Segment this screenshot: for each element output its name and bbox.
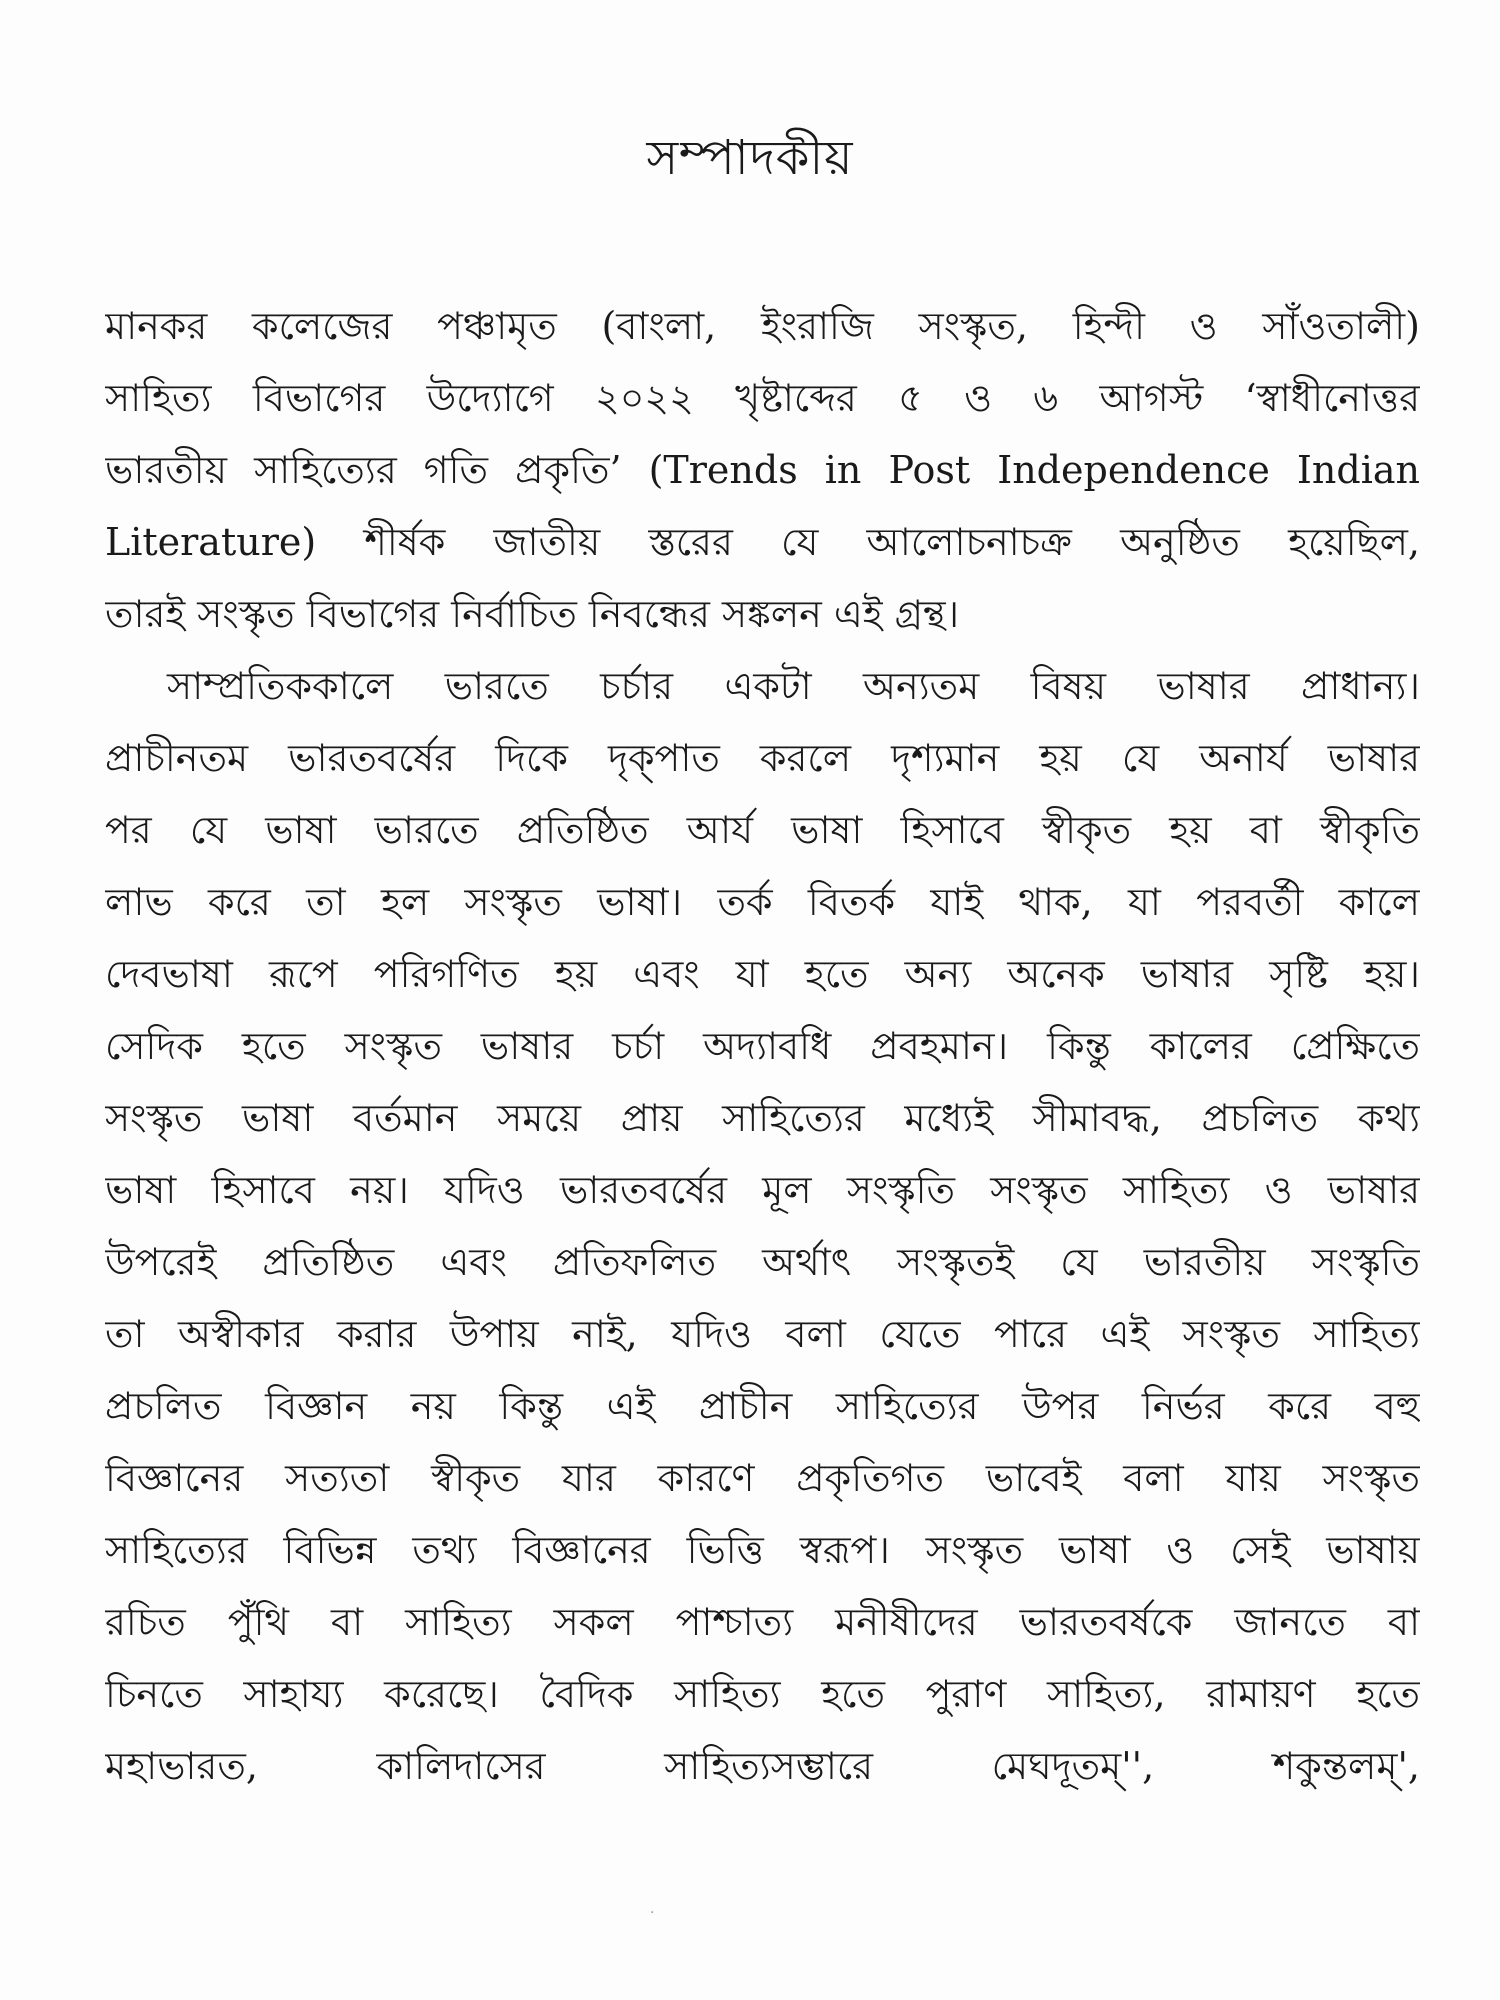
text-line: প্রচলিত বিজ্ঞান নয় কিন্তু এই প্রাচীন সাহিত্যের উপর নির্ভর করে বহু (105, 1384, 1420, 1428)
text-line: সাম্প্রতিককালে ভারতে চর্চার একটা অন্যতম বিষয় ভাষার প্রাধান্য। (167, 664, 1420, 708)
text-line: Literature) শীর্ষক জাতীয় স্তরের যে আলোচনাচক্র অনুষ্ঠিত হয়েছিল, (105, 520, 1420, 564)
text-line: মানকর কলেজের পঞ্চামৃত (বাংলা, ইংরাজি সংস্কৃত, হিন্দী ও সাঁওতালী) (105, 304, 1420, 348)
text-line: সেদিক হতে সংস্কৃত ভাষার চর্চা অদ্যাবধি প্রবহমান। কিন্তু কালের প্রেক্ষিতে (105, 1024, 1420, 1068)
scan-speck: · (650, 1905, 655, 1921)
text-line: পর যে ভাষা ভারতে প্রতিষ্ঠিত আর্য ভাষা হিসাবে স্বীকৃত হয় বা স্বীকৃতি (105, 808, 1420, 852)
text-line: রচিত পুঁথি বা সাহিত্য সকল পাশ্চাত্য মনীষীদের ভারতবর্ষকে জানতে বা (105, 1600, 1420, 1644)
text-line: চিনতে সাহায্য করেছে। বৈদিক সাহিত্য হতে পুরাণ সাহিত্য, রামায়ণ হতে (105, 1672, 1420, 1716)
text-line: ভাষা হিসাবে নয়। যদিও ভারতবর্ষের মূল সংস্কৃতি সংস্কৃত সাহিত্য ও ভাষার (105, 1168, 1420, 1212)
text-line: ভারতীয় সাহিত্যের গতি প্রকৃতি’ (Trends in Post Independence Indian (105, 448, 1420, 492)
text-line: লাভ করে তা হল সংস্কৃত ভাষা। তর্ক বিতর্ক যাই থাক, যা পরবর্তী কালে (105, 880, 1420, 924)
text-line: প্রাচীনতম ভারতবর্ষের দিকে দৃক্‌পাত করলে দৃশ্যমান হয় যে অনার্য ভাষার (105, 736, 1420, 780)
text-line: সাহিত্য বিভাগের উদ্যোগে ২০২২ খৃষ্টাব্দের ৫ ও ৬ আগস্ট ‘স্বাধীনোত্তর (105, 376, 1420, 420)
text-line: তারই সংস্কৃত বিভাগের নির্বাচিত নিবন্ধের সঙ্কলন এই গ্রন্থ। (105, 592, 960, 636)
page-title: সম্পাদকীয় (646, 130, 854, 186)
text-line: দেবভাষা রূপে পরিগণিত হয় এবং যা হতে অন্য অনেক ভাষার সৃষ্টি হয়। (105, 952, 1420, 996)
text-line: তা অস্বীকার করার উপায় নাই, যদিও বলা যেতে পারে এই সংস্কৃত সাহিত্য (105, 1312, 1420, 1356)
text-line: উপরেই প্রতিষ্ঠিত এবং প্রতিফলিত অর্থাৎ সংস্কৃতই যে ভারতীয় সংস্কৃতি (105, 1240, 1420, 1284)
editorial-body (105, 290, 1420, 1802)
text-line: মহাভারত, কালিদাসের সাহিত্যসম্ভারে মেঘদূতম্'', শকুন্তলম্', (105, 1744, 1420, 1788)
text-line: সাহিত্যের বিভিন্ন তথ্য বিজ্ঞানের ভিত্তি স্বরূপ। সংস্কৃত ভাষা ও সেই ভাষায় (105, 1528, 1420, 1572)
text-line: সংস্কৃত ভাষা বর্তমান সময়ে প্রায় সাহিত্যের মধ্যেই সীমাবদ্ধ, প্রচলিত কথ্য (105, 1096, 1420, 1140)
text-line: বিজ্ঞানের সত্যতা স্বীকৃত যার কারণে প্রকৃতিগত ভাবেই বলা যায় সংস্কৃত (105, 1456, 1420, 1500)
